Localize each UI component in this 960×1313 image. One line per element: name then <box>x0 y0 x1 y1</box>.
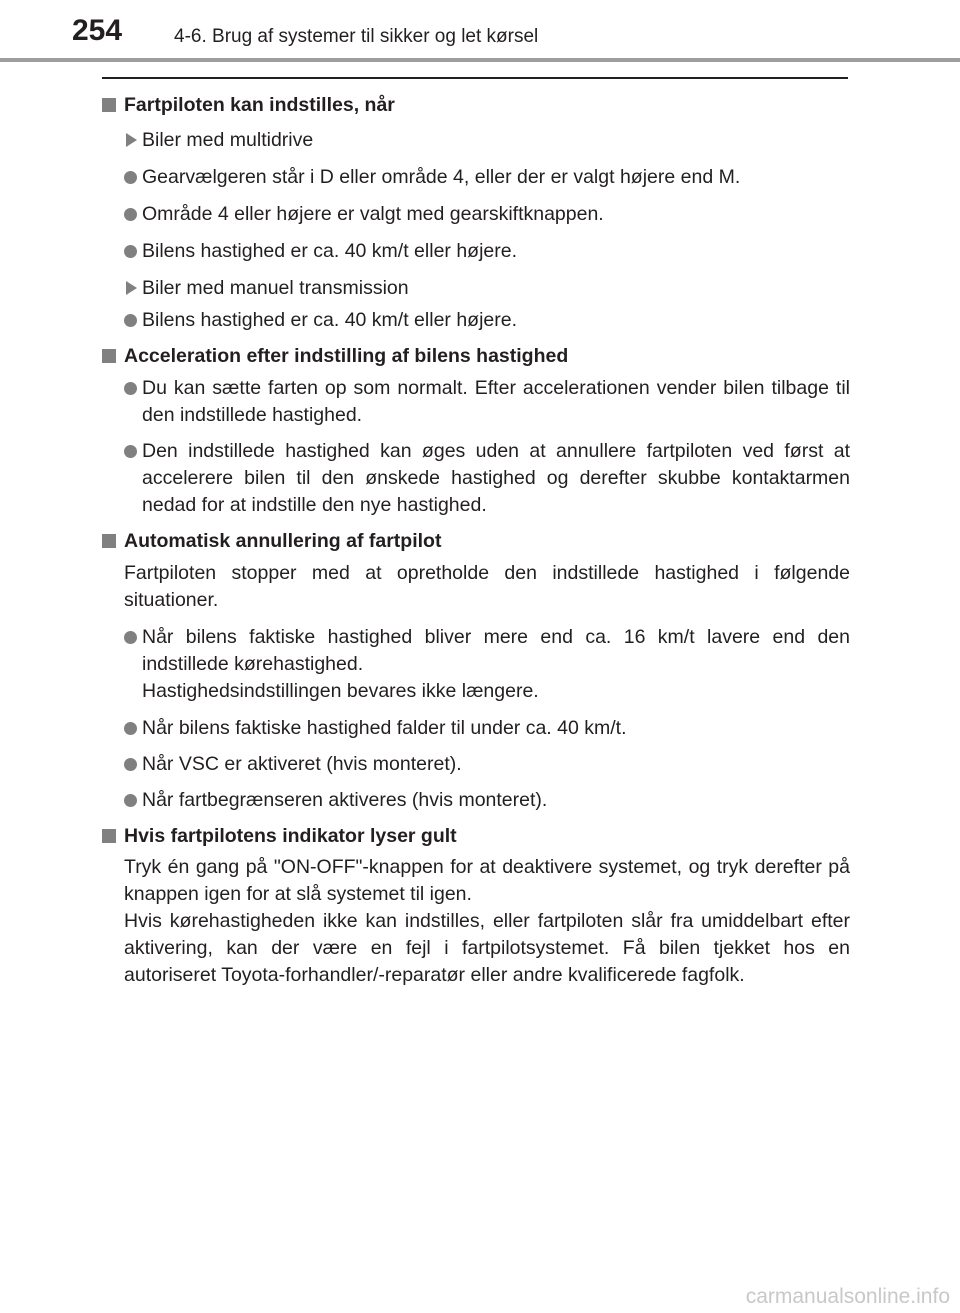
paragraph: Fartpiloten stopper med at opretholde den indstillede hastighed i følgende situationer. <box>124 562 850 611</box>
circle-bullet-icon <box>124 208 137 221</box>
square-bullet-icon <box>102 98 116 112</box>
sub-heading-text: Biler med multidrive <box>142 129 314 151</box>
sub-heading-text: Biler med manuel transmission <box>142 277 409 299</box>
bullet-text: Når bilens faktiske hastighed falder til under ca. 40 km/t. <box>142 717 627 739</box>
bullet-item <box>102 751 850 778</box>
circle-bullet-icon <box>124 171 137 184</box>
circle-bullet-icon <box>124 794 137 807</box>
bullet-text: Du kan sætte farten op som normalt. Efter accelerationen vender bilen tilbage til den indstillede hastighed. <box>142 377 850 426</box>
page-header <box>0 0 960 58</box>
bullet-text: Bilens hastighed er ca. 40 km/t eller højere. <box>142 240 518 262</box>
page-number: 254 <box>72 14 123 47</box>
square-bullet-icon <box>102 534 116 548</box>
header-rule <box>0 58 960 62</box>
section-title: Acceleration efter indstilling af bilens hastighed <box>124 345 569 367</box>
square-bullet-icon <box>102 829 116 843</box>
triangle-bullet-icon <box>126 281 137 295</box>
chapter-title: 4-6. Brug af systemer til sikker og let kørsel <box>174 26 539 47</box>
section-heading <box>102 343 850 370</box>
bullet-item <box>102 238 850 265</box>
watermark: carmanualsonline.info <box>745 1285 950 1308</box>
bullet-item <box>102 715 850 742</box>
bullet-text: Den indstillede hastighed kan øges uden at annullere fartpiloten ved først at accelerere bilen til den ønskede hastighed og derefter skubbe kontaktarmen nedad for at indstille den nye hastighed. <box>142 440 850 516</box>
bullet-text: Gearvælgeren står i D eller område 4, eller der er valgt højere end M. <box>142 166 741 188</box>
sub-heading <box>102 127 850 154</box>
paragraph: Hvis kørehastigheden ikke kan indstilles, eller fartpiloten slår fra umiddelbart efter aktivering, kan der være en fejl i fartpilotsystemet. Få bilen tjekket hos en autoriseret Toyota-forhandler/-reparatør eller andre kvalificerede fagfolk. <box>124 910 850 986</box>
bullet-text: Når bilens faktiske hastighed bliver mere end ca. 16 km/t lavere end den indstillede kørehastighed. <box>142 626 850 675</box>
triangle-bullet-icon <box>126 133 137 147</box>
bullet-item <box>102 624 850 705</box>
bullet-item <box>102 307 850 334</box>
section-heading <box>102 823 850 850</box>
bullet-item <box>102 164 850 191</box>
bullet-item <box>102 201 850 228</box>
circle-bullet-icon <box>124 758 137 771</box>
bullet-text: Område 4 eller højere er valgt med gearskiftknappen. <box>142 203 604 225</box>
circle-bullet-icon <box>124 245 137 258</box>
square-bullet-icon <box>102 349 116 363</box>
circle-bullet-icon <box>124 631 137 644</box>
content-rule <box>102 77 848 79</box>
page-content <box>102 92 850 989</box>
section-title: Hvis fartpilotens indikator lyser gult <box>124 825 457 847</box>
section-heading <box>102 92 850 119</box>
circle-bullet-icon <box>124 314 137 327</box>
section-title: Fartpiloten kan indstilles, når <box>124 94 395 116</box>
sub-heading <box>102 275 850 302</box>
circle-bullet-icon <box>124 722 137 735</box>
bullet-item <box>102 438 850 519</box>
bullet-item <box>102 787 850 814</box>
section-heading <box>102 528 850 555</box>
bullet-text: Bilens hastighed er ca. 40 km/t eller højere. <box>142 309 518 331</box>
bullet-text: Når fartbegrænseren aktiveres (hvis monteret). <box>142 789 548 811</box>
bullet-text: Når VSC er aktiveret (hvis monteret). <box>142 753 462 775</box>
paragraph: Tryk én gang på "ON-OFF"-knappen for at deaktivere systemet, og tryk derefter på knappen igen for at slå systemet til igen. <box>124 856 850 905</box>
bullet-note: Hastighedsindstillingen bevares ikke længere. <box>142 680 539 702</box>
bullet-item <box>102 375 850 429</box>
circle-bullet-icon <box>124 382 137 395</box>
section-title: Automatisk annullering af fartpilot <box>124 530 442 552</box>
circle-bullet-icon <box>124 445 137 458</box>
